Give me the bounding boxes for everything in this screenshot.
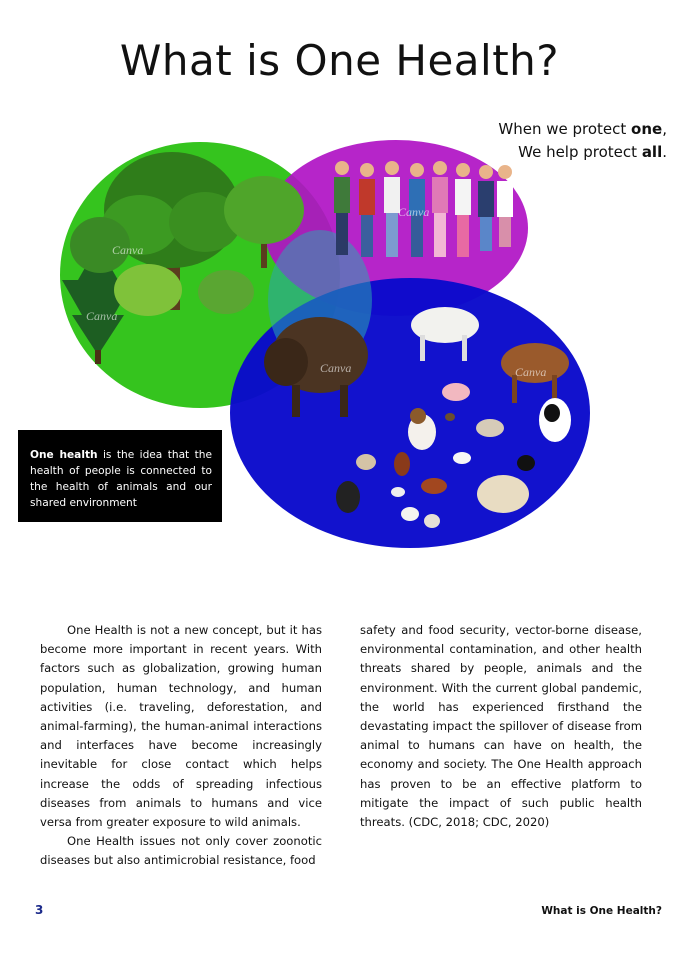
definition-text: is the idea that the health of people is connected to the health of animals and our shared environment	[30, 449, 212, 509]
running-title: What is One Health?	[541, 905, 662, 917]
tagline-emphasis: all	[641, 143, 663, 161]
watermark: Canva	[398, 205, 430, 219]
tagline-text: ,	[662, 120, 667, 138]
tagline-text: When we protect	[498, 120, 632, 138]
body-paragraph: safety and food security, vector-borne disease, environmental contamination, and other health threats shared by people, animals and the environment. With the current global pandemic, the world has experienced firsthand the devastating impact the spillover of disease from animal to humans can have on health, the economy and society. The One Health approach has proven to be an effective platform to mitigate the impact of such public health threats. (CDC, 2018; CDC, 2020)	[360, 623, 642, 830]
tagline-text: We help protect	[518, 143, 642, 161]
watermark: Canva	[86, 309, 118, 323]
definition-term: One health	[30, 449, 98, 461]
watermark: Canva	[112, 243, 144, 257]
tagline-text: .	[662, 143, 667, 161]
body-column-left	[40, 621, 322, 871]
tagline-emphasis: one	[631, 120, 663, 138]
page-title: What is One Health?	[119, 36, 560, 85]
watermark: Canva	[320, 361, 352, 375]
definition-box	[18, 430, 222, 522]
body-paragraph: One Health issues not only cover zoonotic diseases but also antimicrobial resistance, food	[40, 834, 322, 868]
body-paragraph: One Health is not a new concept, but it has become more important in recent years. With factors such as globalization, growing human population, human technology, and human activities (i.e. traveling, deforestation, and animal-farming), the human-animal interactions and interfaces have become increasingly inevitable for close contact which helps increase the odds of spreading infectious diseases from animals to humans and vice versa from greater exposure to wild animals.	[40, 623, 322, 830]
page-number: 3	[35, 903, 44, 917]
watermark: Canva	[515, 365, 547, 379]
body-column-right	[360, 621, 642, 832]
